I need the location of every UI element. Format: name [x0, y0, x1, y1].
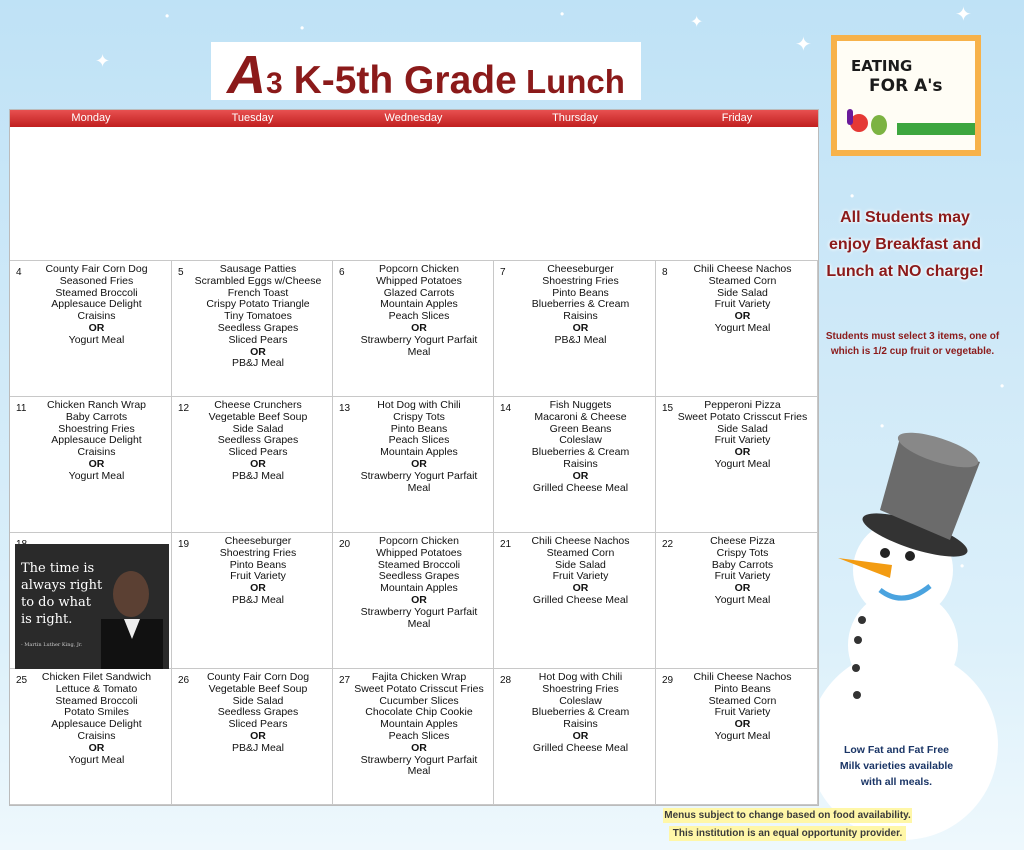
day-number: 8	[662, 267, 668, 278]
or-separator: OR	[250, 582, 266, 595]
menu-item: Scrambled Eggs w/Cheese	[194, 274, 322, 287]
menu-item: Vegetable Beef Soup	[208, 682, 308, 695]
or-separator: OR	[250, 457, 266, 470]
menu-item: Pinto Beans	[552, 286, 609, 299]
availability-notice: Menus subject to change based on food availability.	[664, 810, 911, 821]
day-cell	[333, 261, 494, 397]
menu-item: County Fair Corn Dog	[45, 263, 148, 275]
mlk-quote-line: The time is	[21, 561, 95, 576]
snowflake-icon: •	[560, 7, 565, 21]
snowflake-icon: •	[960, 559, 965, 573]
day-cell	[494, 397, 656, 533]
menu-item: Meal	[407, 617, 431, 630]
menu-items	[347, 536, 491, 630]
title-lunch: Lunch	[516, 63, 625, 100]
menu-item: Seasoned Fries	[59, 274, 134, 287]
menu-items	[186, 672, 330, 755]
menu-item: Shoestring Fries	[542, 682, 619, 695]
menu-item: Yogurt Meal	[714, 457, 771, 470]
menu-items	[670, 536, 815, 607]
menu-item: Side Salad	[717, 422, 768, 435]
menu-item: Side Salad	[232, 422, 284, 435]
menu-item: Crispy Tots	[393, 410, 445, 423]
menu-item: Strawberry Yogurt Parfait	[360, 469, 478, 482]
menu-item: Seedless Grapes	[217, 706, 299, 719]
logo-line1: EATING	[851, 57, 913, 75]
day-cell	[656, 261, 818, 397]
day-cell	[494, 261, 656, 397]
menu-item: Whipped Potatoes	[376, 546, 462, 559]
menu-item: Mountain Apples	[380, 718, 458, 731]
menu-item: Yogurt Meal	[714, 321, 771, 334]
menu-item: Coleslaw	[559, 694, 602, 707]
menu-item: Applesauce Delight	[51, 434, 142, 447]
menu-item: Fruit Variety	[714, 298, 771, 311]
menu-item: Raisins	[563, 310, 598, 323]
day-cell	[494, 669, 656, 805]
selection-rule	[820, 329, 1005, 359]
menu-item: Sausage Patties	[219, 263, 297, 275]
snowflake-icon: •	[300, 21, 305, 35]
menu-item: Popcorn Chicken	[379, 263, 459, 275]
menu-items	[670, 672, 815, 743]
menu-item: Fajita Chicken Wrap	[371, 671, 467, 683]
menu-item: Seedless Grapes	[378, 570, 460, 583]
menu-items	[347, 264, 491, 358]
logo-band	[897, 123, 975, 135]
menu-item: Cheeseburger	[224, 535, 292, 547]
day-number: 27	[339, 675, 351, 686]
day-number: 5	[178, 267, 184, 278]
day-cell	[333, 669, 494, 805]
menu-item: Steamed Corn	[708, 274, 777, 287]
menu-item: Grilled Cheese Meal	[532, 481, 629, 494]
day-number: 7	[500, 267, 506, 278]
mlk-quote-image	[15, 544, 169, 669]
or-separator: OR	[88, 457, 105, 470]
day-number: 25	[16, 675, 28, 686]
page-title	[211, 44, 641, 106]
menu-item: Sweet Potato Crisscut Fries	[677, 410, 808, 423]
free-meals-line: All Students may	[840, 209, 970, 226]
menu-item: Pinto Beans	[229, 558, 287, 571]
day-number: 13	[339, 403, 351, 414]
menu-item: Macaroni & Cheese	[534, 410, 627, 423]
day-cell	[494, 533, 656, 669]
title-grade: K-5th Grade	[282, 59, 517, 102]
mlk-attribution: - Martin Luther King, Jr.	[21, 642, 83, 648]
menu-item: Side Salad	[717, 286, 768, 299]
menu-item: Side Salad	[555, 558, 606, 571]
free-meals-line: enjoy Breakfast and	[828, 236, 982, 253]
menu-item: Whipped Potatoes	[376, 274, 462, 287]
or-separator: OR	[411, 321, 427, 334]
or-separator: OR	[411, 741, 427, 754]
menu-item: Fruit Variety	[230, 570, 286, 583]
menu-item: Blueberries & Cream	[531, 706, 630, 719]
weekday-header: Friday	[656, 110, 818, 127]
menu-items	[347, 400, 491, 494]
menu-item: Seedless Grapes	[217, 434, 299, 447]
eating-for-as-logo	[831, 35, 981, 156]
day-cell	[172, 261, 333, 397]
free-meals-line: Lunch at NO charge!	[826, 263, 984, 280]
menu-item: Chili Cheese Nachos	[531, 535, 630, 547]
day-cell	[10, 669, 172, 805]
or-separator: OR	[734, 582, 751, 595]
menu-items	[347, 672, 491, 778]
menu-item: Shoestring Fries	[58, 422, 135, 435]
menu-item: Sliced Pears	[228, 718, 288, 731]
menu-item: Steamed Broccoli	[377, 558, 461, 571]
milk-notice-line: Low Fat and Fat Free	[843, 744, 949, 756]
menu-item: Strawberry Yogurt Parfait	[360, 753, 478, 766]
menu-item: Mountain Apples	[380, 446, 458, 459]
day-number: 14	[500, 403, 512, 414]
header-row-cell	[494, 127, 656, 261]
day-cell	[10, 397, 172, 533]
menu-item: PB&J Meal	[554, 333, 607, 346]
menu-item: Grilled Cheese Meal	[532, 593, 629, 606]
day-number: 22	[662, 539, 674, 550]
milk-notice-line: Milk varieties available	[839, 760, 954, 772]
day-number: 21	[500, 539, 512, 550]
menu-item: Vegetable Beef Soup	[208, 410, 308, 423]
snowflake-icon: ✦	[690, 14, 704, 31]
header-row-cell	[333, 127, 494, 261]
menu-item: Raisins	[563, 718, 598, 731]
menu-item: Peach Slices	[388, 434, 450, 447]
menu-items	[24, 400, 169, 483]
menu-item: Steamed Broccoli	[55, 286, 138, 299]
vegetables-icon	[841, 103, 901, 143]
menu-item: Blueberries & Cream	[531, 298, 630, 311]
menu-item: Shoestring Fries	[542, 274, 619, 287]
day-cell	[172, 533, 333, 669]
menu-item: Baby Carrots	[65, 410, 128, 423]
snowflake-icon: •	[850, 189, 855, 203]
menu-item: Pinto Beans	[390, 422, 448, 435]
menu-item: Strawberry Yogurt Parfait	[360, 605, 478, 618]
menu-item: Yogurt Meal	[714, 729, 771, 742]
day-number: 26	[178, 675, 190, 686]
menu-item: Fruit Variety	[714, 570, 771, 583]
title-a: A	[227, 45, 267, 105]
menu-item: Glazed Carrots	[383, 286, 455, 299]
menu-item: Baby Carrots	[711, 558, 774, 571]
menu-calendar	[9, 109, 819, 806]
menu-item: Grilled Cheese Meal	[532, 741, 629, 754]
mlk-quote-line: to do what	[21, 595, 91, 610]
menu-item: Mountain Apples	[380, 582, 458, 595]
or-separator: OR	[734, 446, 751, 459]
menu-item: Yogurt Meal	[68, 333, 125, 346]
menu-item: Tiny Tomatoes	[224, 310, 292, 323]
menu-item: Cucumber Slices	[379, 694, 459, 707]
menu-items	[670, 400, 815, 471]
menu-item: Meal	[407, 481, 431, 494]
menu-item: Side Salad	[232, 694, 284, 707]
menu-item: Yogurt Meal	[68, 753, 125, 766]
day-cell	[172, 669, 333, 805]
menu-item: County Fair Corn Dog	[206, 671, 310, 683]
weekday-header: Wednesday	[333, 110, 494, 127]
menu-items	[670, 264, 815, 335]
day-cell	[656, 397, 818, 533]
menu-item: Fruit Variety	[714, 434, 771, 447]
or-separator: OR	[572, 729, 589, 742]
menu-items	[186, 264, 330, 370]
header-row-cell	[10, 127, 172, 261]
header-row-cell	[656, 127, 818, 261]
or-separator: OR	[250, 345, 266, 358]
portrait-icon	[89, 544, 169, 669]
day-cell	[172, 397, 333, 533]
milk-notice-line: with all meals.	[860, 776, 933, 788]
day-number: 29	[662, 675, 674, 686]
menu-item: Applesauce Delight	[51, 718, 142, 731]
menu-item: Popcorn Chicken	[379, 535, 459, 547]
menu-item: Peach Slices	[388, 310, 450, 323]
free-meals-notice	[821, 204, 989, 285]
menu-item: Hot Dog with Chili	[377, 399, 461, 411]
or-separator: OR	[734, 718, 751, 731]
menu-item: Sweet Potato Crisscut Fries	[354, 682, 484, 695]
or-separator: OR	[88, 321, 105, 334]
menu-item: Meal	[407, 765, 431, 778]
snowflake-icon: •	[880, 419, 885, 433]
snowflake-icon: ✦	[95, 51, 111, 71]
or-separator: OR	[734, 310, 751, 323]
logo-line2: FOR A's	[869, 76, 943, 96]
menu-item: Cheese Crunchers	[214, 399, 302, 411]
or-separator: OR	[411, 457, 427, 470]
menu-item: Craisins	[77, 729, 116, 742]
weekday-header: Tuesday	[172, 110, 333, 127]
day-number: 19	[178, 539, 190, 550]
menu-item: Potato Smiles	[64, 706, 129, 719]
menu-item: PB&J Meal	[232, 593, 284, 606]
menu-item: Fruit Variety	[714, 706, 771, 719]
equal-opportunity-notice: This institution is an equal opportunity provider.	[669, 826, 906, 841]
weekday-header: Thursday	[494, 110, 656, 127]
day-cell	[333, 397, 494, 533]
menu-items	[24, 264, 169, 347]
menu-item: Cheese Pizza	[710, 535, 775, 547]
menu-items	[186, 400, 330, 483]
menu-items	[508, 264, 653, 347]
menu-item: Sliced Pears	[228, 333, 288, 346]
or-separator: OR	[250, 729, 266, 742]
day-number: 6	[339, 267, 345, 278]
menu-item: Steamed Corn	[708, 694, 777, 707]
snowflake-icon: ✦	[955, 4, 972, 26]
menu-item: Pinto Beans	[714, 682, 771, 695]
menu-item: Yogurt Meal	[714, 593, 771, 606]
page-title-banner	[211, 42, 641, 105]
menu-item: Yogurt Meal	[68, 469, 125, 482]
menu-item: Strawberry Yogurt Parfait	[360, 333, 478, 346]
menu-item: Peach Slices	[388, 729, 450, 742]
day-number: 20	[339, 539, 351, 550]
mlk-quote-line: is right.	[21, 612, 73, 627]
snowflake-icon: ✦	[795, 34, 812, 56]
or-separator: OR	[572, 321, 589, 334]
menu-item: Lettuce & Tomato	[55, 682, 138, 695]
or-separator: OR	[572, 469, 589, 482]
snowflake-icon: •	[1000, 379, 1005, 393]
menu-item: Fish Nuggets	[549, 399, 612, 411]
day-cell	[656, 533, 818, 669]
weekday-header: Monday	[10, 110, 172, 127]
day-cell	[10, 261, 172, 397]
day-number: 12	[178, 403, 190, 414]
menu-items	[508, 400, 653, 494]
menu-item: Green Beans	[549, 422, 612, 435]
menu-item: Crispy Tots	[716, 546, 769, 559]
menu-item: Fruit Variety	[552, 570, 609, 583]
menu-item: Chocolate Chip Cookie	[365, 706, 473, 719]
menu-item: Shoestring Fries	[219, 546, 297, 559]
day-number: 28	[500, 675, 512, 686]
selection-rule-line: Students must select 3 items, one of	[825, 331, 1000, 342]
menu-item: Hot Dog with Chili	[538, 671, 623, 683]
menu-item: Pepperoni Pizza	[704, 399, 781, 411]
menu-item: Steamed Corn	[546, 546, 615, 559]
menu-item: Chicken Filet Sandwich	[41, 671, 152, 683]
day-number: 11	[16, 403, 27, 414]
menu-item: PB&J Meal	[232, 357, 284, 370]
mlk-quote-line: always right	[21, 578, 103, 593]
menu-item: Raisins	[563, 457, 598, 470]
menu-item: Sliced Pears	[228, 446, 288, 459]
menu-item: Craisins	[77, 446, 116, 459]
menu-item: Meal	[407, 345, 431, 358]
menu-item: PB&J Meal	[232, 469, 284, 482]
snowflake-icon: •	[165, 9, 170, 23]
menu-item: Chili Cheese Nachos	[693, 671, 792, 683]
header-row-cell	[172, 127, 333, 261]
title-three: 3	[266, 67, 283, 100]
menu-items	[508, 672, 653, 755]
menu-item: Chili Cheese Nachos	[693, 263, 792, 275]
menu-item: French Toast	[227, 286, 289, 299]
or-separator: OR	[88, 741, 105, 754]
milk-notice	[824, 742, 969, 790]
day-number: 15	[662, 403, 674, 414]
menu-item: Crispy Potato Triangle	[206, 298, 310, 311]
menu-item: Applesauce Delight	[51, 298, 142, 311]
menu-items	[24, 672, 169, 766]
or-separator: OR	[572, 582, 589, 595]
menu-item: Cheeseburger	[547, 263, 614, 275]
menu-item: Craisins	[77, 310, 116, 323]
menu-items	[186, 536, 330, 607]
menu-item: Chicken Ranch Wrap	[46, 399, 147, 411]
menu-item: Seedless Grapes	[217, 321, 299, 334]
menu-items	[508, 536, 653, 607]
menu-item: Mountain Apples	[380, 298, 458, 311]
day-cell	[333, 533, 494, 669]
day-number: 4	[16, 267, 22, 278]
menu-item: PB&J Meal	[232, 741, 284, 754]
selection-rule-line: which is 1/2 cup fruit or vegetable.	[830, 346, 995, 357]
menu-item: Coleslaw	[559, 434, 602, 447]
day-cell	[656, 669, 818, 805]
menu-item: Blueberries & Cream	[531, 446, 630, 459]
or-separator: OR	[411, 593, 427, 606]
menu-item: Steamed Broccoli	[55, 694, 138, 707]
